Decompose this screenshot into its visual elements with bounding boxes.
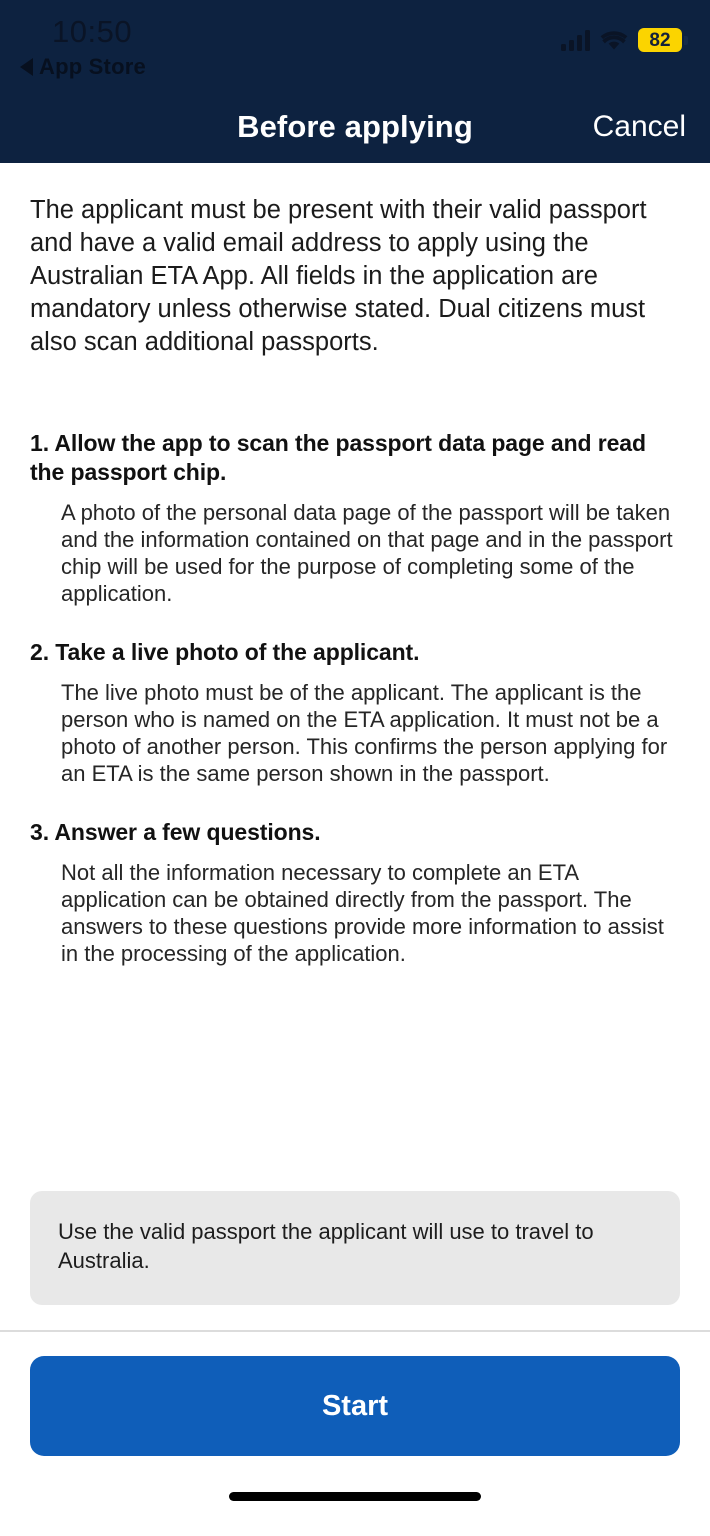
step-body: The live photo must be of the applicant. The applicant is the person who is named on the ETA application. It must not be a photo of another person. This confirms the person applying for an ETA is the same person shown in the passport. [61, 679, 668, 786]
back-to-app-store-label: App Store [39, 54, 146, 79]
scroll-content[interactable] [0, 163, 710, 1330]
home-indicator[interactable] [229, 1492, 481, 1501]
back-arrow-icon [20, 58, 33, 76]
start-button[interactable]: Start [30, 1356, 680, 1456]
battery-icon [638, 28, 688, 52]
step-title: 2. Take a live photo of the applicant. [30, 638, 420, 665]
page-title: Before applying [237, 108, 473, 144]
battery-cap-icon [684, 36, 688, 45]
status-bar [0, 0, 710, 90]
navigation-bar [0, 90, 710, 163]
step-title: 1. Allow the app to scan the passport data page and read the passport chip. [30, 429, 646, 485]
wifi-icon [600, 30, 628, 51]
home-indicator-area [30, 1456, 680, 1536]
navy-header [0, 0, 710, 163]
cancel-button[interactable]: Cancel [592, 109, 686, 143]
steps-list [30, 429, 680, 967]
status-bar-icons [561, 28, 688, 52]
status-bar-clock: 10:50 [52, 14, 133, 49]
back-to-app-store-button[interactable] [20, 54, 146, 80]
step-item [30, 818, 680, 967]
info-callout-text: Use the valid passport the applicant will use to travel to Australia. [58, 1219, 594, 1273]
info-callout-box [30, 1191, 680, 1305]
intro-paragraph: The applicant must be present with their valid passport and have a valid email address to apply using the Australian ETA App. All fields in the application are mandatory unless otherwise stated. Dual citizens must also scan additional passports. [30, 196, 647, 356]
step-title: 3. Answer a few questions. [30, 818, 321, 845]
step-body: Not all the information necessary to complete an ETA application can be obtained directly from the passport. The answers to these questions provide more information to assist in the processing of the application. [61, 859, 664, 966]
step-item [30, 638, 680, 787]
step-body: A photo of the personal data page of the passport will be taken and the information contained on that page and in the passport chip will be used for the purpose of completing some of the application. [61, 499, 673, 606]
cellular-signal-icon [561, 29, 590, 51]
content-spacer [30, 967, 680, 1192]
battery-level-label: 82 [649, 29, 671, 51]
footer-bar [0, 1330, 710, 1536]
step-item [30, 429, 680, 607]
